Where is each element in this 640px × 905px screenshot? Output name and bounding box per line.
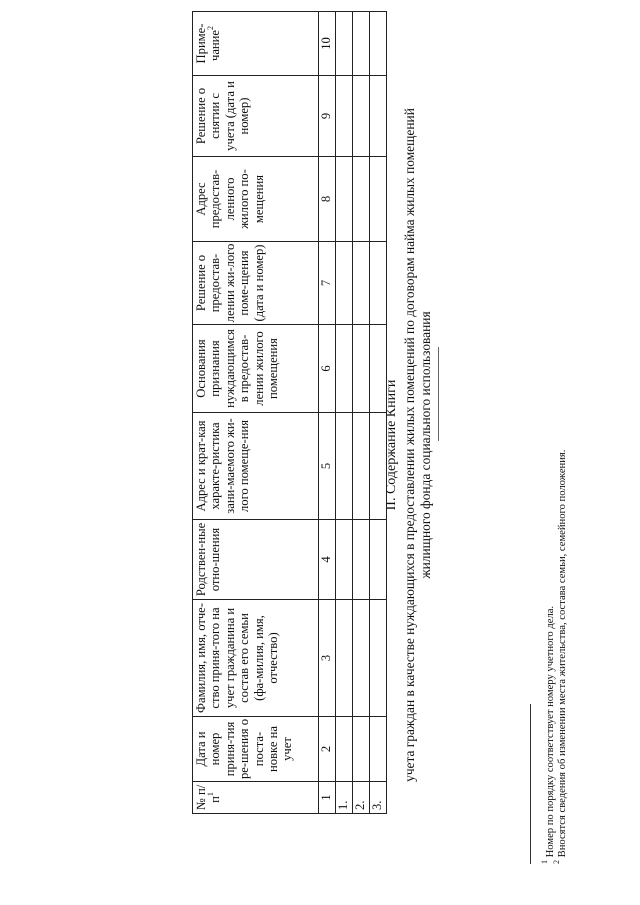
row-number: 3. bbox=[370, 782, 387, 814]
header-cell: Приме-чание$^2$ bbox=[193, 12, 319, 76]
table-cell bbox=[336, 242, 353, 325]
registry-table bbox=[192, 11, 387, 814]
table-cell bbox=[353, 325, 370, 413]
table-cell bbox=[370, 242, 387, 325]
header-cell: Родствен-ные отно-шения bbox=[193, 520, 319, 600]
table-cell bbox=[336, 76, 353, 157]
table-cell bbox=[370, 157, 387, 242]
section-title: II. Содержание Книги bbox=[384, 379, 399, 511]
table-cell bbox=[370, 413, 387, 520]
header-cell: Основания признания нуждающимся в предостав-лении жилого помещения bbox=[193, 325, 319, 413]
rotated-page bbox=[0, 10, 620, 880]
table-cell bbox=[353, 242, 370, 325]
column-number: 5 bbox=[319, 413, 336, 520]
header-cell: Решение о предостав-лении жи-лого поме-щения (дата и номер) bbox=[193, 242, 319, 325]
table-cell bbox=[336, 717, 353, 782]
table-cell bbox=[336, 600, 353, 717]
footnote-mark: 2 bbox=[552, 860, 562, 864]
row-number: 1. bbox=[336, 782, 353, 814]
table-cell bbox=[370, 717, 387, 782]
column-number-row bbox=[319, 12, 336, 814]
footnote-2 bbox=[552, 449, 569, 864]
footnote-text: Вносятся сведения об изменении места жительства, состава семьи, семейного положения. bbox=[557, 449, 568, 858]
table-cell bbox=[370, 600, 387, 717]
footnote-1 bbox=[540, 605, 557, 864]
header-cell: Фамилия, имя, отче-ство приня-того на учет гражданина и состав его семьи (фа-милия, имя, отчество) bbox=[193, 600, 319, 717]
header-cell: Адрес предостав-ленного жилого по-мещения bbox=[193, 157, 319, 242]
table-cell bbox=[353, 413, 370, 520]
table-cell bbox=[353, 76, 370, 157]
table-cell bbox=[336, 157, 353, 242]
table-cell bbox=[336, 520, 353, 600]
column-number: 4 bbox=[319, 520, 336, 600]
row-number: 2. bbox=[353, 782, 370, 814]
column-number: 7 bbox=[319, 242, 336, 325]
table-cell bbox=[353, 520, 370, 600]
footnote-separator bbox=[530, 704, 531, 864]
table-cell bbox=[353, 600, 370, 717]
table-header-row bbox=[193, 12, 319, 814]
header-cell: Дата и номер приня-тия ре-шения о поста-новке на учет bbox=[193, 717, 319, 782]
table-cell bbox=[353, 12, 370, 76]
column-number: 3 bbox=[319, 600, 336, 717]
table-row bbox=[370, 12, 387, 814]
table-cell bbox=[353, 157, 370, 242]
table-cell bbox=[370, 12, 387, 76]
separator-line bbox=[438, 347, 439, 441]
table-row bbox=[353, 12, 370, 814]
header-cell: Решение о снятии с учета (дата и номер) bbox=[193, 76, 319, 157]
table-cell bbox=[370, 325, 387, 413]
column-number: 9 bbox=[319, 76, 336, 157]
table-cell bbox=[336, 12, 353, 76]
column-number: 2 bbox=[319, 717, 336, 782]
footnote-text: Номер по порядку соответствует номеру учетного дела. bbox=[545, 605, 556, 858]
table-cell bbox=[336, 413, 353, 520]
table-cell bbox=[370, 520, 387, 600]
column-number: 1 bbox=[319, 782, 336, 814]
table-row bbox=[336, 12, 353, 814]
header-cell: Адрес и крат-кая характе-ристика зани-маемого жи-лого помеще-ния bbox=[193, 413, 319, 520]
section-subtitle-line-2: жилищного фонда социального использования bbox=[418, 311, 433, 579]
column-number: 8 bbox=[319, 157, 336, 242]
table-cell bbox=[353, 717, 370, 782]
table-cell bbox=[370, 76, 387, 157]
section-subtitle-line-1: учета граждан в качестве нуждающихся в предоставлении жилых помещений по договорам найма жилых помещений bbox=[402, 108, 417, 782]
column-number: 6 bbox=[319, 325, 336, 413]
table-cell bbox=[336, 325, 353, 413]
footnote-mark: 1 bbox=[540, 860, 550, 864]
header-cell: № $п/п^1$ bbox=[193, 782, 319, 814]
column-number: 10 bbox=[319, 12, 336, 76]
